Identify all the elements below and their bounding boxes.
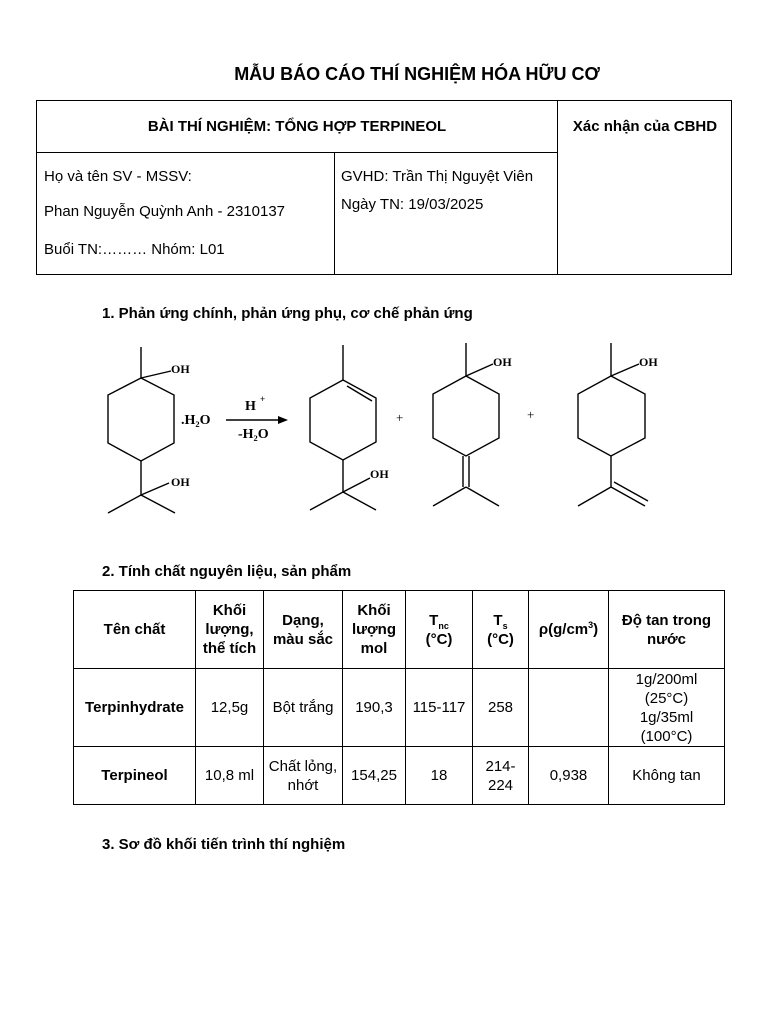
oh-label: OH [171,362,190,376]
header-form: Dạng, màu sắc [264,591,343,669]
report-header-box [36,100,732,275]
reaction-arrow [226,394,288,442]
table-row [74,747,725,805]
cell-density: 0,938 [529,747,609,805]
gamma-terpineol-structure [433,343,512,506]
header-melting-point: $T_{nc}$ (°C) [406,591,473,669]
plus-sign: + [396,410,404,425]
water-loss: -H₂O [238,427,269,442]
document-title: MẪU BÁO CÁO THÍ NGHIỆM HÓA HỮU CƠ [234,64,600,84]
cell-mass: 10,8 ml [196,747,264,805]
cell-boiling-point: 214-224 [473,747,529,805]
cell-solubility: Không tan [609,747,725,805]
header-density: $\rho(g/cm^3)$ [529,591,609,669]
table-header-row [74,591,725,669]
session-group: Buổi TN:……… Nhóm: L01 [44,241,225,258]
plus-sign: + [527,407,535,422]
cell-form: Chất lỏng, nhớt [264,747,343,805]
table-row [74,669,725,747]
oh-label: OH [370,467,389,481]
acid-catalyst-charge: + [260,394,266,404]
oh-label: OH [639,355,658,369]
header-solubility: Độ tan trong nước [609,591,725,669]
cell-boiling-point: 258 [473,669,529,747]
alpha-terpineol-structure [310,345,389,510]
cell-density [529,669,609,747]
student-name: Phan Nguyễn Quỳnh Anh - 2310137 [44,203,286,220]
terpin-hydrate-structure [108,347,211,513]
oh-label: OH [171,475,190,489]
supervisor-confirmation-label: Xác nhận của CBHD [572,118,718,135]
section-1-heading: 1. Phản ứng chính, phản ứng phụ, cơ chế phản ứng [102,305,473,322]
header-molar-mass: Khối lượng mol [343,591,406,669]
header-mass: Khối lượng, thể tích [196,591,264,669]
instructor: GVHD: Trần Thị Nguyệt Viên [341,168,534,185]
cell-name: Terpinhydrate [74,669,196,747]
beta-terpineol-structure [578,343,658,506]
header-name: Tên chất [74,591,196,669]
student-label: Họ và tên SV - MSSV: [44,168,192,185]
reaction-scheme [95,335,665,520]
experiment-date: Ngày TN: 19/03/2025 [341,196,484,213]
section-3-heading: 3. Sơ đồ khối tiến trình thí nghiệm [102,836,346,853]
cell-molar-mass: 154,25 [343,747,406,805]
cell-name: Terpineol [74,747,196,805]
header-boiling-point: $T_s$ (°C) [473,591,529,669]
experiment-title: BÀI THÍ NGHIỆM: TỔNG HỢP TERPINEOL [147,118,447,135]
properties-table [73,590,725,805]
oh-label: OH [493,355,512,369]
cell-molar-mass: 190,3 [343,669,406,747]
cell-melting-point: 115-117 [406,669,473,747]
cell-melting-point: 18 [406,747,473,805]
cell-solubility: 1g/200ml (25°C) 1g/35ml (100°C) [609,669,725,747]
cell-form: Bột trắng [264,669,343,747]
water-of-hydration: .H₂O [181,413,211,428]
cell-mass: 12,5g [196,669,264,747]
section-2-heading: 2. Tính chất nguyên liệu, sản phẩm [102,563,352,580]
acid-catalyst: H [245,399,256,414]
